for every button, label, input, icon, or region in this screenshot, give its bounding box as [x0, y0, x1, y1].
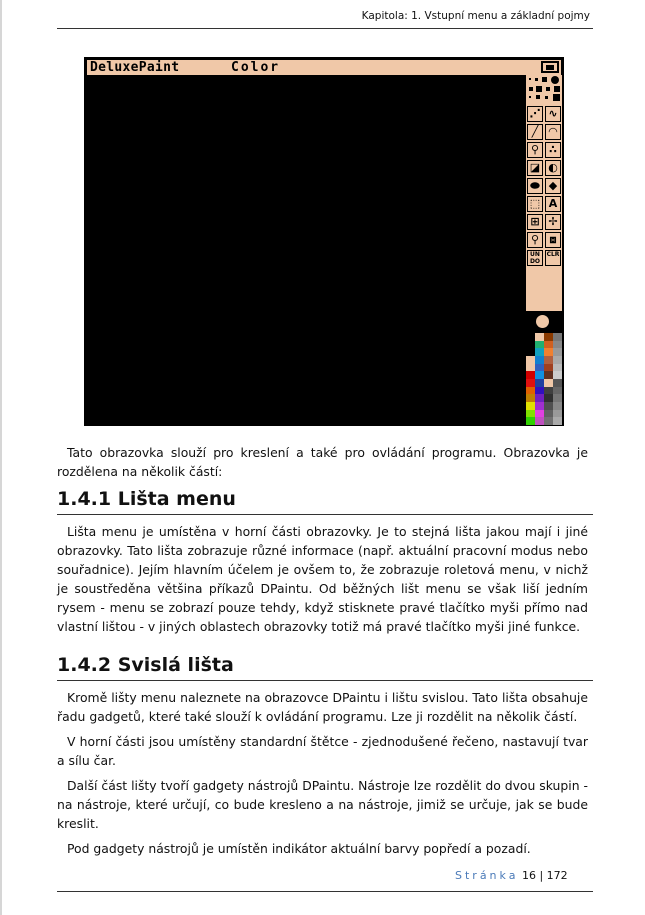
brush-dot-icon	[554, 86, 560, 92]
airbrush-tool: ∴	[545, 142, 561, 158]
section-heading-menu-bar: 1.4.1 Lišta menu	[57, 487, 593, 515]
brush-dot-icon	[529, 96, 531, 98]
circle-tool: ◐	[545, 160, 561, 176]
color-indicator	[526, 311, 562, 333]
section-heading-vertical-bar: 1.4.2 Svislá lišta	[57, 653, 593, 681]
brush-dot-icon	[535, 78, 538, 81]
screenshot-caption: Tato obrazovka slouží pro kreslení a také pro ovládání programu. Obrazovka je rozdělena na několik částí:	[57, 445, 588, 480]
brush-select-tool: ⬚	[527, 196, 543, 212]
footer-page-label: Stránka	[455, 869, 519, 882]
page-footer	[455, 869, 568, 882]
brush-dot-icon	[529, 87, 533, 91]
palette-swatch	[553, 417, 562, 425]
freehand-line-tool: ∿	[545, 106, 561, 122]
paragraph: Další část lišty tvoří gadgety nástrojů DPaintu. Nástroje lze rozdělit do dvou skupin - na nástroje, které určují, co bude kresleno a na nástroje, jimiž se určuje, jak se bude kreslit.	[57, 778, 588, 831]
dp-app-title: DeluxePaint	[90, 60, 180, 75]
undo-button: UN DO	[527, 250, 543, 266]
grid-tool: ⊞	[527, 214, 543, 230]
polygon-tool: ◆	[545, 178, 561, 194]
brush-selector	[526, 75, 562, 105]
brush-dot-icon	[551, 76, 559, 84]
brush-dot-icon	[546, 87, 550, 91]
dp-mode-label: Color	[231, 60, 281, 75]
color-palette	[526, 333, 562, 425]
brush-dot-icon	[529, 78, 531, 80]
running-header: Kapitola: 1. Vstupní menu a základní pojmy	[361, 10, 590, 22]
brush-dot-icon	[553, 94, 560, 101]
rectangle-tool: ◪	[527, 160, 543, 176]
symmetry-tool: ✢	[545, 214, 561, 230]
magnify-tool: ⚲	[527, 232, 543, 248]
clear-button: CLR	[545, 250, 561, 266]
text-tool: A	[545, 196, 561, 212]
header-rule	[57, 28, 593, 29]
footer-separator: |	[539, 869, 544, 882]
palette-swatch	[544, 417, 553, 425]
palette-swatch	[535, 417, 544, 425]
palette-swatch	[526, 417, 535, 425]
brush-dot-icon	[542, 77, 547, 82]
footer-page-total: 172	[546, 869, 568, 882]
ellipse-tool: ⬬	[527, 178, 543, 194]
fill-tool: ⚲	[527, 142, 543, 158]
paragraph: Pod gadgety nástrojů je umístěn indikátor aktuální barvy popředí a pozadí.	[67, 841, 531, 856]
paragraph: Lišta menu je umístěna v horní části obrazovky. Je to stejná lišta jakou mají i jiné obrazovky. Tato lišta zobrazuje různé informace (např. aktuální pracovní modus nebo souřadnice). Jejím hlavním účelem je ovšem to, že zobrazuje roletová menu, v nichž je soustředěna většina příkazů DPaintu. Od běžných lišt menu se však liší jedním rysem - menu se zobrazí pouze tehdy, když stisknete pravé tlačítko myši přímo nad vlastní lištou - v jiných oblastech obrazovky totiž má pravé tlačítko myši jiné funkce.	[57, 524, 588, 634]
curve-tool: ◠	[545, 124, 561, 140]
brush-dot-icon	[536, 86, 542, 92]
brush-dot-icon	[545, 96, 548, 99]
footer-page-number: 16	[521, 869, 536, 882]
dp-vertical-toolbar	[526, 75, 562, 425]
foreground-color-icon	[536, 315, 549, 328]
line-tool: ╱	[527, 124, 543, 140]
freehand-dots-tool: ⋰	[527, 106, 543, 122]
brush-dot-icon	[536, 95, 540, 99]
page-edge	[0, 0, 2, 915]
deluxepaint-screenshot	[84, 57, 564, 426]
footer-rule	[57, 891, 593, 892]
paragraph: V horní části jsou umístěny standardní štětce - zjednodušené řečeno, nastavují tvar a sílu čar.	[57, 734, 588, 768]
zoom-tool: ⧈	[545, 232, 561, 248]
dp-menu-bar	[87, 60, 561, 75]
paragraph: Kromě lišty menu naleznete na obrazovce DPaintu i lištu svislou. Tato lišta obsahuje řadu gadgetů, které také slouží k ovládání programu. Lze ji rozdělit na několik částí.	[57, 690, 588, 724]
screen-depth-icon	[541, 61, 559, 73]
